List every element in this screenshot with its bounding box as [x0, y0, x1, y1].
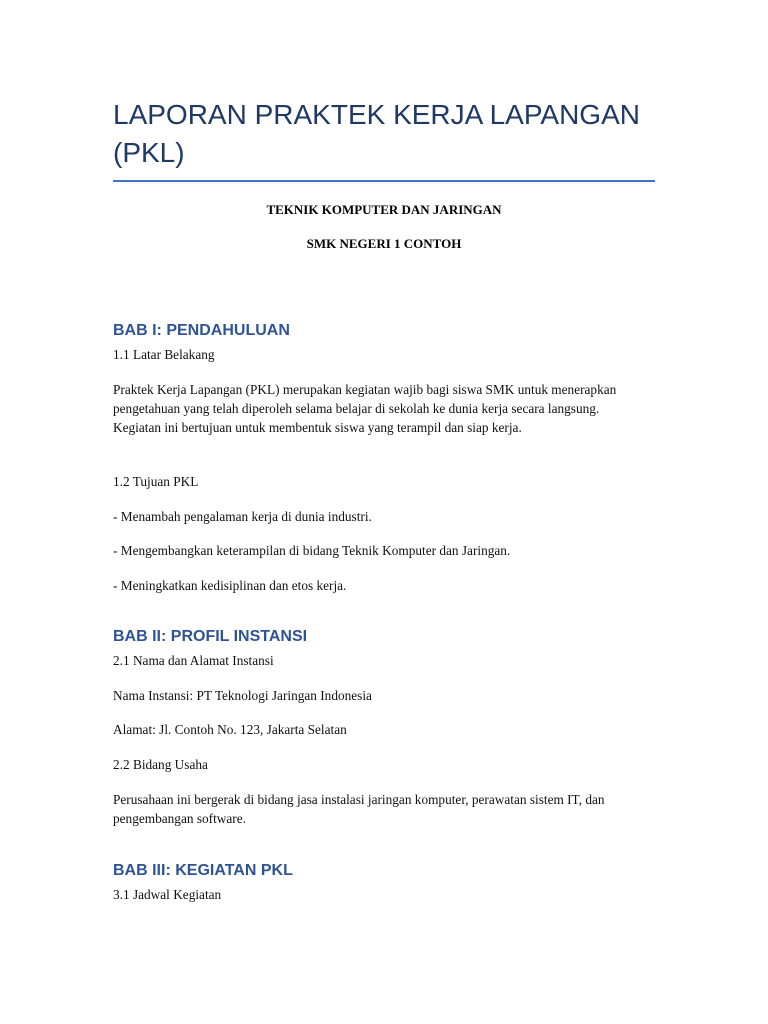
goal-item-1: - Menambah pengalaman kerja di dunia industri. [113, 509, 372, 524]
goal-item-2: - Mengembangkan keterampilan di bidang Teknik Komputer dan Jaringan. [113, 543, 511, 558]
institution-address: Alamat: Jl. Contoh No. 123, Jakarta Selatan [113, 722, 347, 737]
goal-item-3: - Meningkatkan kedisiplinan dan etos kerja. [113, 578, 347, 593]
subtitle-program: TEKNIK KOMPUTER DAN JARINGAN [266, 202, 502, 217]
section-heading-bab1: BAB I: PENDAHULUAN [113, 322, 290, 339]
subsection-title-3-1: 3.1 Jadwal Kegiatan [113, 887, 222, 902]
section-heading-bab2: BAB II: PROFIL INSTANSI [113, 628, 308, 645]
subsection-title-2-1: 2.1 Nama dan Alamat Instansi [113, 653, 274, 668]
subsection-title-1-2: 1.2 Tujuan PKL [113, 474, 199, 489]
title-divider [113, 180, 655, 182]
subtitle-school: SMK NEGERI 1 CONTOH [306, 236, 462, 251]
document-title: LAPORAN PRAKTEK KERJA LAPANGAN (PKL) [113, 99, 640, 168]
section-heading-bab3: BAB III: KEGIATAN PKL [113, 862, 293, 879]
paragraph-latar-belakang: Praktek Kerja Lapangan (PKL) merupakan kegiatan wajib bagi siswa SMK untuk menerapkan pengetahuan yang telah diperoleh selama belajar di sekolah ke dunia kerja secara langsung. Kegiatan ini bertujuan untuk membentuk siswa yang terampil dan siap kerja. [113, 382, 617, 435]
institution-name: Nama Instansi: PT Teknologi Jaringan Indonesia [113, 688, 372, 703]
subsection-title-2-2: 2.2 Bidang Usaha [113, 757, 208, 772]
subsection-title-1-1: 1.1 Latar Belakang [113, 347, 215, 362]
paragraph-bidang-usaha: Perusahaan ini bergerak di bidang jasa instalasi jaringan komputer, perawatan sistem IT, dan pengembangan software. [113, 792, 605, 826]
